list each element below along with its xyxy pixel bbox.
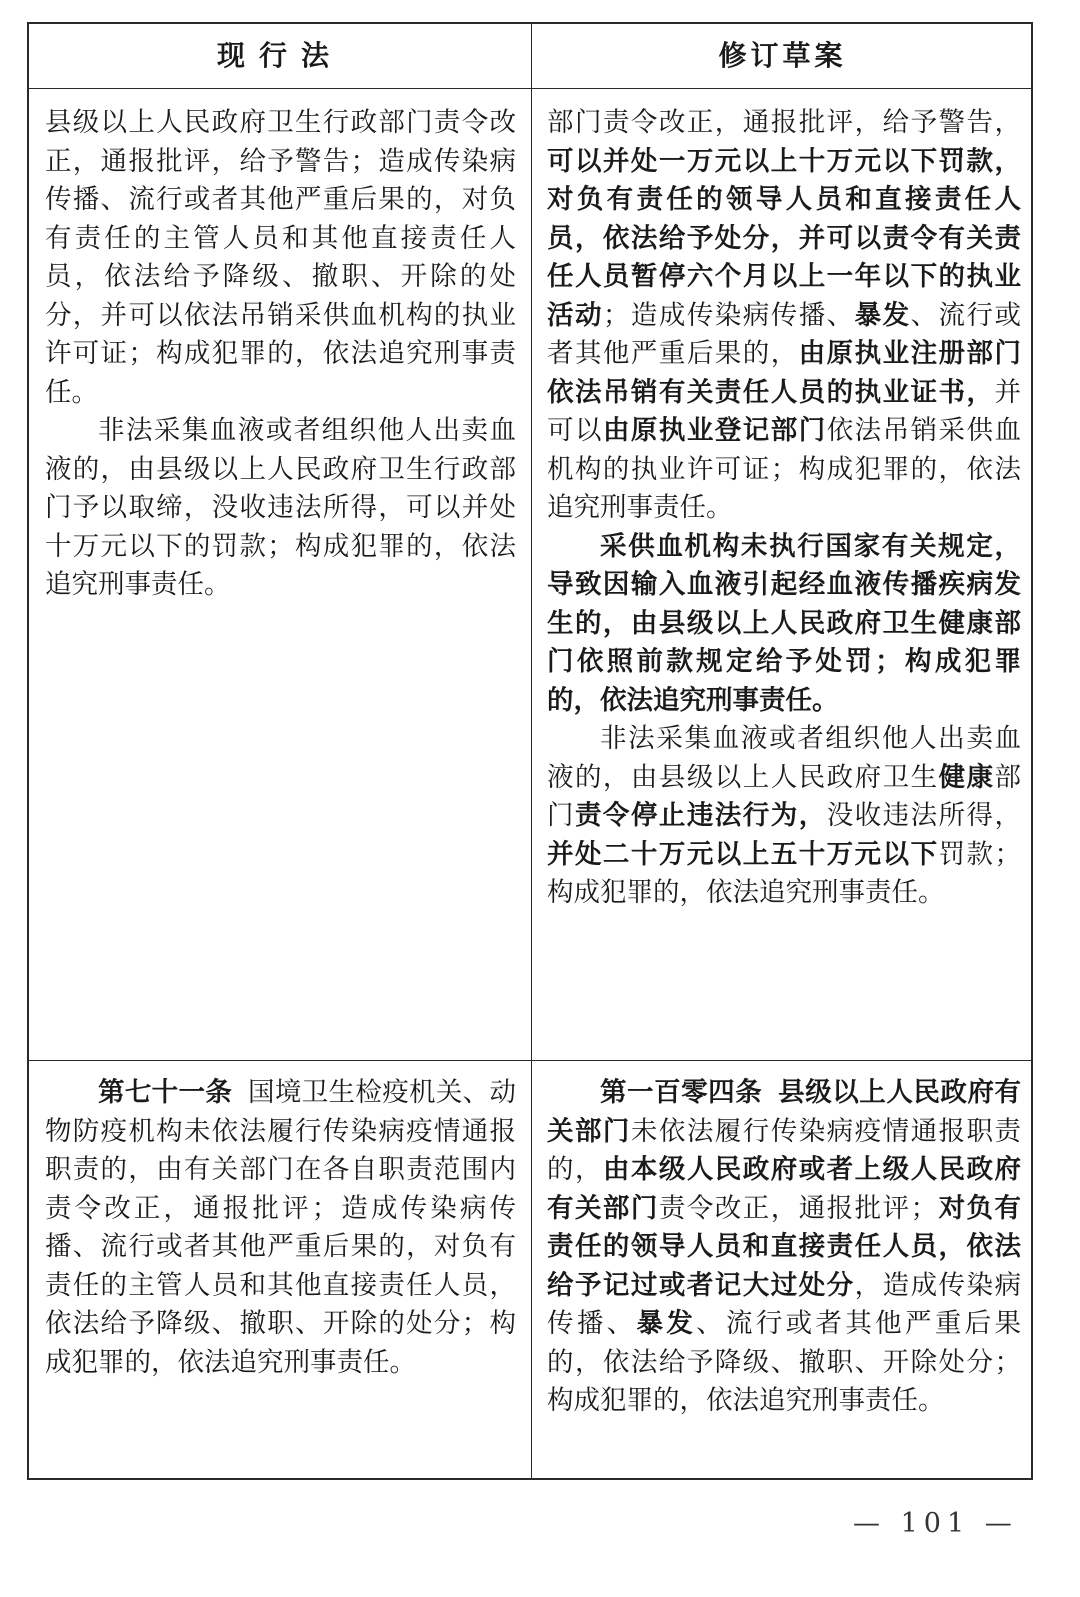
article-number: 第一百零四条 xyxy=(600,1077,763,1108)
text-span: 并可以 xyxy=(547,376,1021,446)
amended-text: 责令停止违法行为， xyxy=(574,800,827,831)
header-revised-draft: 修订草案 xyxy=(718,39,847,72)
row1-right-paragraph-2 xyxy=(547,528,1021,721)
text-span: 没收违法所得， xyxy=(826,800,1021,831)
amended-text: 健康 xyxy=(938,761,995,793)
text-span: 、流行或者其他严重后果的，依法给予降级、撤职、开除处分；构成犯罪的，依法追究刑事责任。 xyxy=(547,1308,1022,1416)
row1-current-law-cell xyxy=(45,104,516,605)
row1-left-paragraph-1: 县级以上人民政府卫生行政部门责令改正，通报批评，给予警告；造成传染病传播、流行或者其他严重后果的，对负有责任的主管人员和其他直接责任人员，依法给予降级、撤职、开除的处分，并可以依法吊销采供血机构的执业许可证；构成犯罪的，依法追究刑事责任。 xyxy=(45,107,516,408)
text-span: 责令改正，通报批评； xyxy=(658,1192,938,1224)
text-span: 非法采集血液或者组织他人出卖血液的，由县级以上人民政府卫生 xyxy=(547,723,1021,793)
row1-right-paragraph-3 xyxy=(547,720,1021,913)
row1-revised-draft-cell xyxy=(547,104,1021,913)
page-number: — 101 — xyxy=(853,1508,1018,1539)
text-span: 部门责令改正，通报批评，给予警告， xyxy=(547,107,1021,138)
amended-text: 暴发 xyxy=(636,1308,697,1339)
row2-right-paragraph xyxy=(547,1074,1021,1421)
amended-text: 并处二十万元以上五十万元以下 xyxy=(547,838,939,870)
text-span: 罚款；构成犯罪的，依法追究刑事责任。 xyxy=(547,838,1021,908)
header-current-law: 现行法 xyxy=(216,39,343,72)
article-number: 第七十一条 xyxy=(98,1077,233,1108)
header-divider xyxy=(29,88,1031,89)
column-divider xyxy=(531,24,532,1478)
amended-text: 由本级人民政府或者上级人民政府有关部门 xyxy=(547,1154,1021,1224)
row1-right-paragraph-1 xyxy=(547,104,1021,528)
text-span: 、流行或者其他严重后果的， xyxy=(547,299,1021,369)
amended-text: 由原执业登记部门 xyxy=(602,415,827,446)
text-span: 未依法履行传染病疫情通报职责的， xyxy=(547,1115,1021,1185)
text-span: 依法吊销采供血机构的执业许可证；构成犯罪的，依法追究刑事责任。 xyxy=(547,415,1021,523)
amended-text: 县级以上人民政府有关部门 xyxy=(547,1077,1022,1147)
amended-text: 可以并处一万元以上十万元以下罚款，对负有责任的领导人员和直接责任人员，依法给予处分，并可以责令有关责任人员暂停六个月以上一年以下的执业活动 xyxy=(547,145,1021,331)
text-span: ，造成传染病传播、 xyxy=(547,1269,1021,1339)
amended-text: 暴发 xyxy=(854,299,911,331)
row-divider xyxy=(29,1060,1031,1061)
text-span: 国境卫生检疫机关、动物防疫机构未依法履行传染病疫情通报职责的，由有关部门在各自职责范围内责令改正，通报批评；造成传染病传播、流行或者其他严重后果的，对负有责任的主管人员和其他直接责任人员，依法给予降级、撤职、开除的处分；构成犯罪的，依法追究刑事责任。 xyxy=(45,1077,517,1378)
row2-revised-draft-cell xyxy=(547,1074,1021,1421)
comparison-table xyxy=(27,22,1033,1480)
amended-text: 采供血机构未执行国家有关规定，导致因输入血液引起经血液传播疾病发生的，由县级以上人民政府卫生健康部门依照前款规定给予处罚；构成犯罪的，依法追究刑事责任。 xyxy=(547,530,1021,716)
amended-text: 由原执业注册部门依法吊销有关责任人员的执业证书， xyxy=(547,338,1021,408)
row2-current-law-cell xyxy=(45,1074,516,1382)
row1-left-paragraph-2: 非法采集血液或者组织他人出卖血液的，由县级以上人民政府卫生行政部门予以取缔，没收违法所得，可以并处十万元以下的罚款；构成犯罪的，依法追究刑事责任。 xyxy=(45,415,516,600)
text-span: ；造成传染病传播、 xyxy=(602,299,855,331)
amended-text: 对负有责任的领导人员和直接责任人员，依法给予记过或者记大过处分 xyxy=(547,1192,1021,1301)
row2-left-paragraph xyxy=(45,1074,516,1382)
text-span: 部门 xyxy=(547,761,1021,831)
